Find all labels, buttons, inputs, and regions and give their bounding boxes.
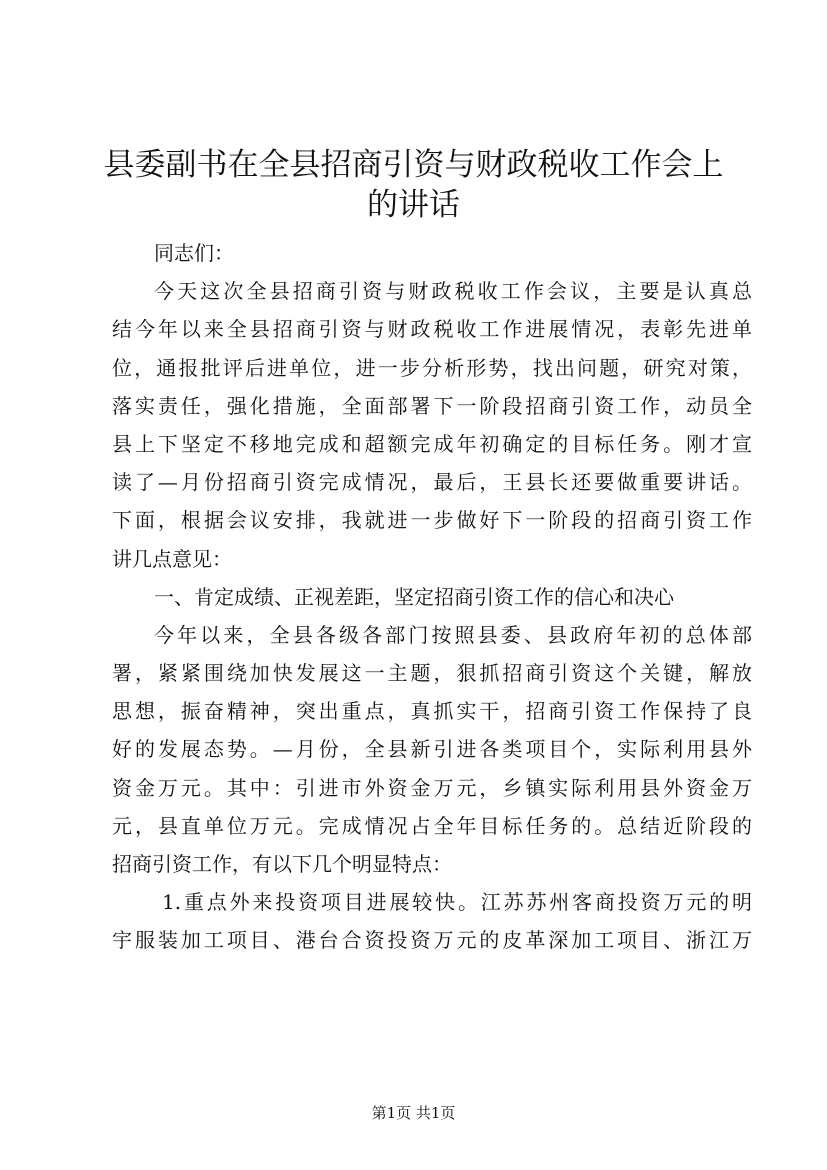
paragraph-line: 读了—月份招商引资完成情况，最后，王县长还要做重要讲话。 [112, 470, 752, 495]
paragraph-line: 宇服装加工项目、港台合资投资万元的皮革深加工项目、浙江万 [112, 928, 752, 953]
title-line-1: 县委副书在全县招商引资与财政税收工作会上 [103, 147, 724, 183]
paragraph-line: 今天这次全县招商引资与财政税收工作会议，主要是认真总 [154, 279, 752, 304]
document-title [60, 145, 767, 225]
paragraph-line: 资金万元。其中：引进市外资金万元，乡镇实际利用县外资金万 [112, 775, 752, 800]
document-body [112, 234, 752, 960]
paragraph-line: 好的发展态势。—月份，全县新引进各类项目个，实际利用县外 [112, 737, 752, 762]
paragraph-line: 下面，根据会议安排，我就进一步做好下一阶段的招商引资工作 [112, 508, 752, 533]
paragraph-line: 今年以来，全县各级各部门按照县委、县政府年初的总体部 [154, 622, 752, 647]
numbered-item-line: 1.重点外来投资项目进展较快。江苏苏州客商投资万元的明 [162, 890, 752, 915]
title-line-2: 的讲话 [367, 187, 460, 223]
paragraph-line: 落实责任，强化措施，全面部署下一阶段招商引资工作，动员全 [112, 393, 752, 418]
paragraph-line: 县上下坚定不移地完成和超额完成年初确定的目标任务。刚才宣 [112, 431, 752, 456]
paragraph-line: 思想，振奋精神，突出重点，真抓实干，招商引资工作保持了良 [112, 699, 752, 724]
salutation: 同志们： [154, 241, 234, 265]
paragraph-line: 招商引资工作，有以下几个明显特点： [112, 852, 452, 876]
paragraph-line: 署，紧紧围绕加快发展这一主题，狠抓招商引资这个关键，解放 [112, 661, 752, 686]
section-heading: 一、肯定成绩、正视差距，坚定招商引资工作的信心和决心 [154, 584, 674, 609]
paragraph-line: 结今年以来全县招商引资与财政税收工作进展情况，表彰先进单 [112, 317, 752, 342]
paragraph-line: 元，县直单位万元。完成情况占全年目标任务的。总结近阶段的 [112, 813, 752, 838]
paragraph-line: 位，通报批评后进单位，进一步分析形势，找出问题，研究对策， [112, 355, 752, 380]
paragraph-line: 讲几点意见： [112, 546, 232, 571]
page-footer: 第1页 共1页 [371, 1104, 456, 1122]
